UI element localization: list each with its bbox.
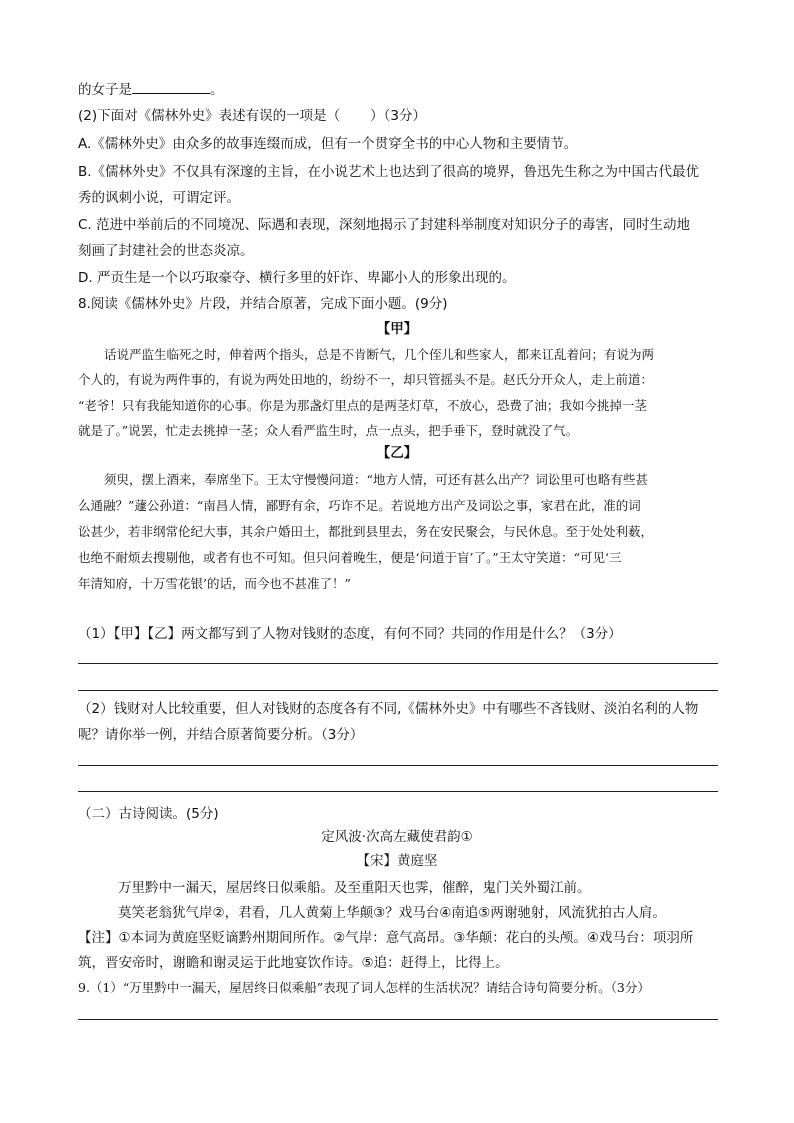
answer-blank[interactable] — [132, 79, 210, 94]
jia-line-3: “老爷！只有我能知道你的心事。你是为那盏灯里点的是两茎灯草，不放心，恐费了油；我如今挑掉一茎 — [78, 398, 647, 413]
q7-tail-prefix: 的女子是 — [78, 82, 132, 98]
poem-note-line1: 【注】①本词为黄庭坚贬谪黔州期间所作。②气岸：意气高昂。③华颠：花白的头颅。④戏马台：项羽所 — [78, 930, 694, 946]
poem-author: 【宋】黄庭坚 — [356, 853, 438, 869]
answer-line[interactable] — [78, 663, 718, 664]
q8-sub1: （1）【甲】【乙】两文都写到了人物对钱财的态度，有何不同？共同的作用是什么？（3分） — [78, 626, 622, 642]
yi-title: 【乙】 — [376, 445, 418, 461]
q7-2-stem — [78, 107, 426, 125]
q7-2-stem-a: (2)下面对《儒林外史》表述有误的一项是（ — [78, 108, 341, 124]
answer-line[interactable] — [78, 791, 718, 792]
option-c-line2: 刻画了封建社会的世态炎凉。 — [78, 243, 254, 259]
answer-line[interactable] — [78, 765, 718, 766]
option-c-line1: C. 范进中举前后的不同境况、际遇和表现，深刻地揭示了封建科举制度对知识分子的毒害，同时生动地 — [78, 217, 691, 233]
option-a: A.《儒林外史》由众多的故事连缀而成，但有一个贯穿全书的中心人物和主要情节。 — [78, 136, 578, 152]
poem-line-1: 万里黔中一漏天，屋居终日似乘船。及至重阳天也霁，催醉，鬼门关外蜀江前。 — [118, 880, 591, 896]
option-b-line2: 秀的讽刺小说，可谓定评。 — [78, 190, 240, 206]
jia-line-4: 就是了。”说罢，忙走去挑掉一茎；众人看严监生时，点一点头，把手垂下，登时就没了气。 — [78, 423, 579, 438]
option-b-line1: B.《儒林外史》不仅具有深邃的主旨，在小说艺术上也达到了很高的境界，鲁迅先生称之为中国古代最优 — [78, 164, 700, 180]
option-d: D. 严贡生是一个以巧取豪夺、横行多里的奸诈、卑鄙小人的形象出现的。 — [78, 270, 516, 286]
poem-line-2: 莫笑老翁犹气岸②，君看，几人黄菊上华颠③？戏马台④南追⑤两谢驰射，风流犹拍古人肩。 — [118, 905, 666, 921]
jia-line-2: 个人的，有说为两件事的，有说为两处田地的，纷纷不一，却只管摇头不是。赵氏分开众人，走上前道： — [78, 372, 654, 387]
poem-title: 定风波·次高左藏使君韵① — [321, 829, 473, 845]
yi-line-4: 也绝不耐烦去搜剔他，或者有也不可知。但只问着晚生，便是‘问道于盲’了。”王太守笑道：“可见‘三 — [78, 550, 622, 565]
yi-line-1: 须臾，摆上酒来，奉席坐下。王太守慢慢问道：“地方人情，可还有甚么出产？词讼里可也略有些甚 — [104, 472, 648, 487]
poem-section-title: （二）古诗阅读。(5分) — [78, 806, 219, 822]
yi-line-3: 讼甚少，若非纲常伦纪大事，其余户婚田土，都批到县里去，务在安民聚会，与民休息。至于处处利薮， — [78, 524, 654, 539]
q7-2-stem-b: ）（3分） — [370, 108, 426, 124]
q8-sub2-line2: 呢？请你举一例，并结合原著简要分析。（3分） — [78, 727, 364, 743]
jia-line-1: 话说严监生临死之时，伸着两个指头，总是不肯断气，几个侄儿和些家人，都来讧乱着问；有说为两 — [104, 347, 655, 362]
poem-note-line2: 筑，晋安帝时，谢瞻和谢灵运于此地宴饮作诗。⑤追：赶得上，比得上。 — [78, 955, 509, 971]
q7-tail-suffix: 。 — [210, 82, 224, 98]
q7-tail — [78, 79, 224, 99]
answer-line[interactable] — [78, 1019, 718, 1020]
yi-line-2: 么通融？”蘧公孙道：“南昌人情，鄙野有余，巧诈不足。若说地方出产及词讼之事，家君在此，准的词 — [78, 498, 641, 513]
yi-line-5: 年清知府，十万雪花银’的话，而今也不甚准了！” — [78, 576, 351, 591]
q8-stem: 8.阅读《儒林外史》片段，并结合原著，完成下面小题。(9分) — [78, 296, 448, 312]
q8-sub2-line1: （2）钱财对人比较重要，但人对钱财的态度各有不同,《儒林外史》中有哪些不吝钱财、淡泊名利的人物 — [78, 701, 699, 717]
answer-line[interactable] — [78, 690, 718, 691]
q9-stem: 9.（1）“万里黔中一漏天，屋居终日似乘船”表现了词人怎样的生活状况？请结合诗句简要分析。（3分） — [78, 980, 650, 995]
jia-title: 【甲】 — [376, 321, 418, 337]
